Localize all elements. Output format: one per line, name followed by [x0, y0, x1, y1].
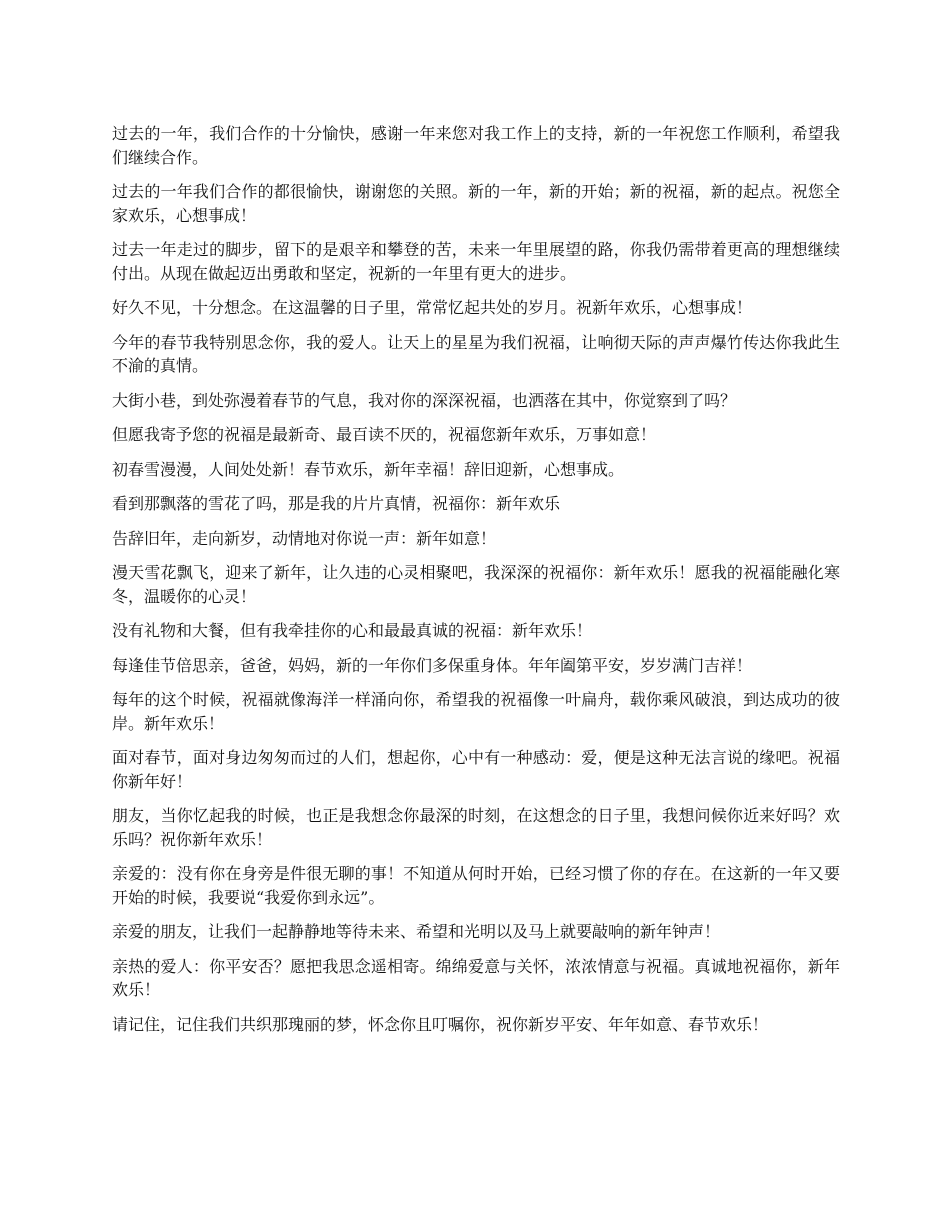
greeting-paragraph-5: 今年的春节我特别思念你，我的爱人。让天上的星星为我们祝福，让响彻天际的声声爆竹传达你我此生不渝的真情。: [112, 332, 840, 375]
greeting-paragraph-14: 每年的这个时候，祝福就像海洋一样涌向你，希望我的祝福像一叶扁舟，载你乘风破浪，到达成功的彼岸。新年欢乐！: [112, 690, 840, 733]
greeting-paragraph-18: 亲爱的朋友，让我们一起静静地等待未来、希望和光明以及马上就要敲响的新年钟声！: [112, 922, 721, 941]
greeting-paragraph-16: 朋友，当你忆起我的时候，也正是我想念你最深的时刻，在这想念的日子里，我想问候你近来好吗？欢乐吗？祝你新年欢乐！: [112, 806, 840, 849]
greeting-paragraph-8: 初春雪漫漫，人间处处新！春节欢乐，新年幸福！辞旧迎新，心想事成。: [112, 459, 625, 479]
greeting-paragraph-12: 没有礼物和大餐，但有我牵挂你的心和最最真诚的祝福：新年欢乐！: [112, 621, 593, 640]
greeting-paragraph-10: 告辞旧年，走向新岁，动情地对你说一声：新年如意！: [112, 528, 497, 548]
greeting-paragraph-13: 每逢佳节倍思亲，爸爸，妈妈，新的一年你们多保重身体。年年阖第平安，岁岁满门吉祥！: [112, 655, 753, 675]
greeting-paragraph-15: 面对春节，面对身边匆匆而过的人们，想起你，心中有一种感动：爱，便是这种无法言说的缘吧。祝福你新年好！: [112, 748, 840, 791]
greeting-paragraph-3: 过去一年走过的脚步，留下的是艰辛和攀登的苦，未来一年里展望的路，你我仍需带着更高的理想继续付出。从现在做起迈出勇敢和坚定，祝新的一年里有更大的进步。: [112, 240, 840, 283]
greeting-paragraph-2: 过去的一年我们合作的都很愉快，谢谢您的关照。新的一年，新的开始；新的祝福，新的起点。祝您全家欢乐，心想事成！: [112, 182, 840, 225]
greeting-paragraph-6: 大街小巷，到处弥漫着春节的气息，我对你的深深祝福，也洒落在其中，你觉察到了吗？: [112, 390, 737, 410]
greeting-paragraph-9: 看到那飘落的雪花了吗，那是我的片片真情，祝福你：新年欢乐: [112, 494, 561, 513]
greeting-paragraph-7: 但愿我寄予您的祝福是最新奇、最百读不厌的，祝福您新年欢乐，万事如意！: [112, 425, 657, 444]
greeting-paragraph-11: 漫天雪花飘飞，迎来了新年，让久违的心灵相聚吧，我深深的祝福你：新年欢乐！愿我的祝福能融化寒冬，温暖你的心灵！: [112, 563, 840, 606]
greeting-paragraph-20: 请记住，记住我们共织那瑰丽的梦，怀念你且叮嘱你，祝你新岁平安、年年如意、春节欢乐！: [112, 1014, 769, 1034]
greeting-paragraph-4: 好久不见，十分想念。在这温馨的日子里，常常忆起共处的岁月。祝新年欢乐，心想事成！: [112, 298, 753, 317]
document-page: [112, 122, 840, 1047]
greeting-paragraph-1: 过去的一年，我们合作的十分愉快，感谢一年来您对我工作上的支持，新的一年祝您工作顺利，希望我们继续合作。: [112, 124, 840, 167]
greeting-paragraph-19: 亲热的爱人：你平安否？愿把我思念遥相寄。绵绵爱意与关怀，浓浓情意与祝福。真诚地祝福你，新年欢乐！: [112, 956, 840, 999]
greeting-paragraph-17: 亲爱的：没有你在身旁是件很无聊的事！不知道从何时开始，已经习惯了你的存在。在这新的一年又要开始的时候，我要说“我爱你到永远”。: [112, 864, 840, 907]
